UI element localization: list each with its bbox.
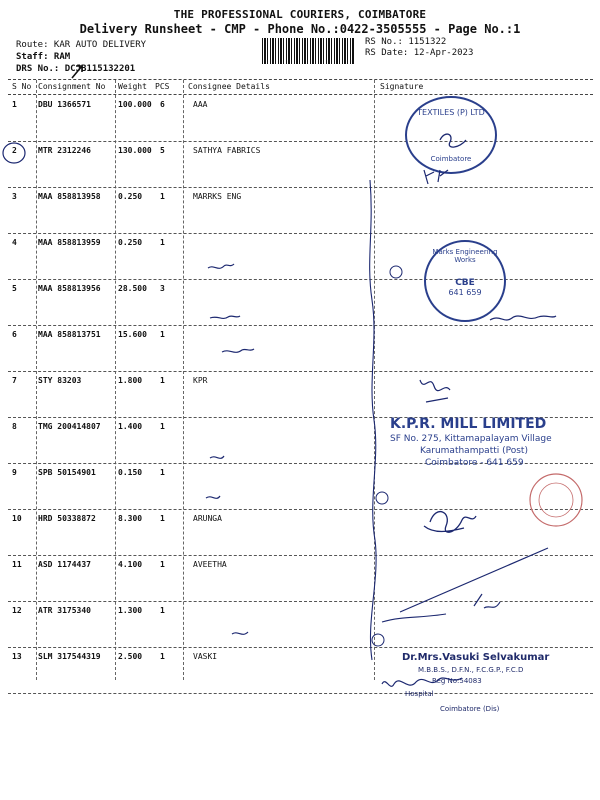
row-weight: 100.000: [118, 100, 152, 109]
row-consignment-no: SPB 50154901: [38, 468, 96, 477]
doctor-stamp-name: Dr.Mrs.Vasuki Selvakumar: [402, 652, 550, 663]
row-sno: 12: [12, 606, 22, 615]
barcode: [262, 38, 354, 64]
table-row: [8, 188, 593, 234]
row-pcs: 1: [160, 514, 165, 523]
row-consignment-no: SLM 317544319: [38, 652, 101, 661]
row-pcs: 1: [160, 376, 165, 385]
row-consignment-no: MAA 858813959: [38, 238, 101, 247]
col-sno-header: S No: [12, 82, 32, 91]
runsheet-subtitle: Delivery Runsheet - CMP - Phone No.:0422-3505555 - Page No.:1: [79, 22, 521, 36]
kpr-stamp-address-3: Coimbatore - 641 659: [425, 458, 524, 468]
row-weight: 1.800: [118, 376, 143, 385]
marks-stamp-center-2: 641 659: [448, 288, 482, 297]
row-pcs: 1: [160, 422, 165, 431]
row-pcs: 1: [160, 238, 165, 247]
marks-stamp-name: Marks Engineering Works: [432, 248, 498, 264]
row-sno: 13: [12, 652, 22, 661]
table-row: [8, 464, 593, 510]
row-consignee: MARRKS ENG: [193, 192, 242, 201]
row-sno: 2: [12, 146, 17, 155]
row-sno: 7: [12, 376, 17, 385]
row-pcs: 1: [160, 652, 165, 661]
table-row: [8, 510, 593, 556]
company-title: THE PROFESSIONAL COURIERS, COIMBATORE: [173, 8, 427, 21]
row-pcs: 1: [160, 560, 165, 569]
row-consignment-no: DBU 1366571: [38, 100, 91, 109]
row-pcs: 1: [160, 330, 165, 339]
row-pcs: 1: [160, 606, 165, 615]
row-consignee: ARUNGA: [193, 514, 222, 523]
row-consignee: SATHYA FABRICS: [193, 146, 261, 155]
row-weight: 130.000: [118, 146, 152, 155]
marks-stamp-center-1: CBE: [455, 278, 475, 288]
row-rule: [8, 693, 593, 694]
row-pcs: 5: [160, 146, 165, 155]
doctor-stamp-quals: M.B.B.S., D.F.N., F.C.G.P., F.C.D: [418, 666, 524, 674]
row-consignee: KPR: [193, 376, 208, 385]
row-weight: 15.600: [118, 330, 147, 339]
header-bottom-rule: [8, 94, 593, 95]
row-consignment-no: MAA 858813751: [38, 330, 101, 339]
table-row: [8, 372, 593, 418]
col-signature-header: Signature: [380, 82, 424, 91]
textiles-stamp-city: Coimbatore: [430, 155, 472, 163]
row-sno: 8: [12, 422, 17, 431]
doctor-stamp-hospital: Hospital: [405, 690, 434, 698]
kpr-stamp-address-1: SF No. 275, Kittamapalayam Village: [390, 434, 552, 444]
row-consignee: AVEETHA: [193, 560, 227, 569]
row-weight: 4.100: [118, 560, 143, 569]
staff-label: Staff: RAM: [16, 52, 71, 62]
row-consignment-no: STY 83203: [38, 376, 82, 385]
drs-number: DRS No.: DCJB115132201: [16, 64, 136, 74]
row-sno: 6: [12, 330, 17, 339]
row-weight: 1.300: [118, 606, 143, 615]
row-sno: 1: [12, 100, 17, 109]
row-consignee: VASKI: [193, 652, 218, 661]
table-row: [8, 142, 593, 188]
row-consignment-no: ATR 3175340: [38, 606, 91, 615]
table-row: [8, 96, 593, 142]
row-sno: 5: [12, 284, 17, 293]
row-sno: 11: [12, 560, 22, 569]
row-sno: 9: [12, 468, 17, 477]
header-top-rule: [8, 79, 593, 80]
row-consignment-no: MAA 858813958: [38, 192, 101, 201]
kpr-stamp-name: K.P.R. MILL LIMITED: [390, 416, 547, 432]
row-pcs: 6: [160, 100, 165, 109]
row-weight: 1.400: [118, 422, 143, 431]
doctor-stamp-city: Coimbatore (Dis): [440, 705, 500, 713]
rs-number: RS No.: 1151322: [365, 37, 447, 47]
row-consignment-no: TMG 200414807: [38, 422, 101, 431]
row-pcs: 1: [160, 192, 165, 201]
row-consignee: AAA: [193, 100, 208, 109]
col-weight-header: Weight: [118, 82, 147, 91]
row-weight: 8.300: [118, 514, 143, 523]
rs-date: RS Date: 12-Apr-2023: [365, 48, 474, 58]
table-row: [8, 326, 593, 372]
doctor-stamp-reg: Reg No:54083: [432, 677, 482, 685]
row-consignment-no: MTR 2312246: [38, 146, 91, 155]
col-pcs-header: PCS: [155, 82, 170, 91]
row-weight: 28.500: [118, 284, 147, 293]
textiles-stamp: [405, 96, 497, 174]
row-weight: 0.150: [118, 468, 143, 477]
row-sno: 4: [12, 238, 17, 247]
row-weight: 0.250: [118, 192, 143, 201]
table-row: [8, 602, 593, 648]
marks-engineering-stamp: [424, 240, 506, 322]
col-consignment-header: Consignment No: [38, 82, 106, 91]
row-pcs: 3: [160, 284, 165, 293]
route-label: Route: KAR AUTO DELIVERY: [16, 40, 147, 50]
row-weight: 2.500: [118, 652, 143, 661]
row-sno: 10: [12, 514, 22, 523]
row-consignment-no: ASD 1174437: [38, 560, 91, 569]
row-consignment-no: HRD 50338872: [38, 514, 96, 523]
kpr-stamp-address-2: Karumathampatti (Post): [420, 446, 528, 456]
col-consignee-header: Consignee Details: [188, 82, 270, 91]
row-weight: 0.250: [118, 238, 143, 247]
row-pcs: 1: [160, 468, 165, 477]
row-consignment-no: MAA 858813956: [38, 284, 101, 293]
table-row: [8, 556, 593, 602]
row-sno: 3: [12, 192, 17, 201]
textiles-stamp-name: TEXTILES (P) LTD: [417, 108, 485, 117]
